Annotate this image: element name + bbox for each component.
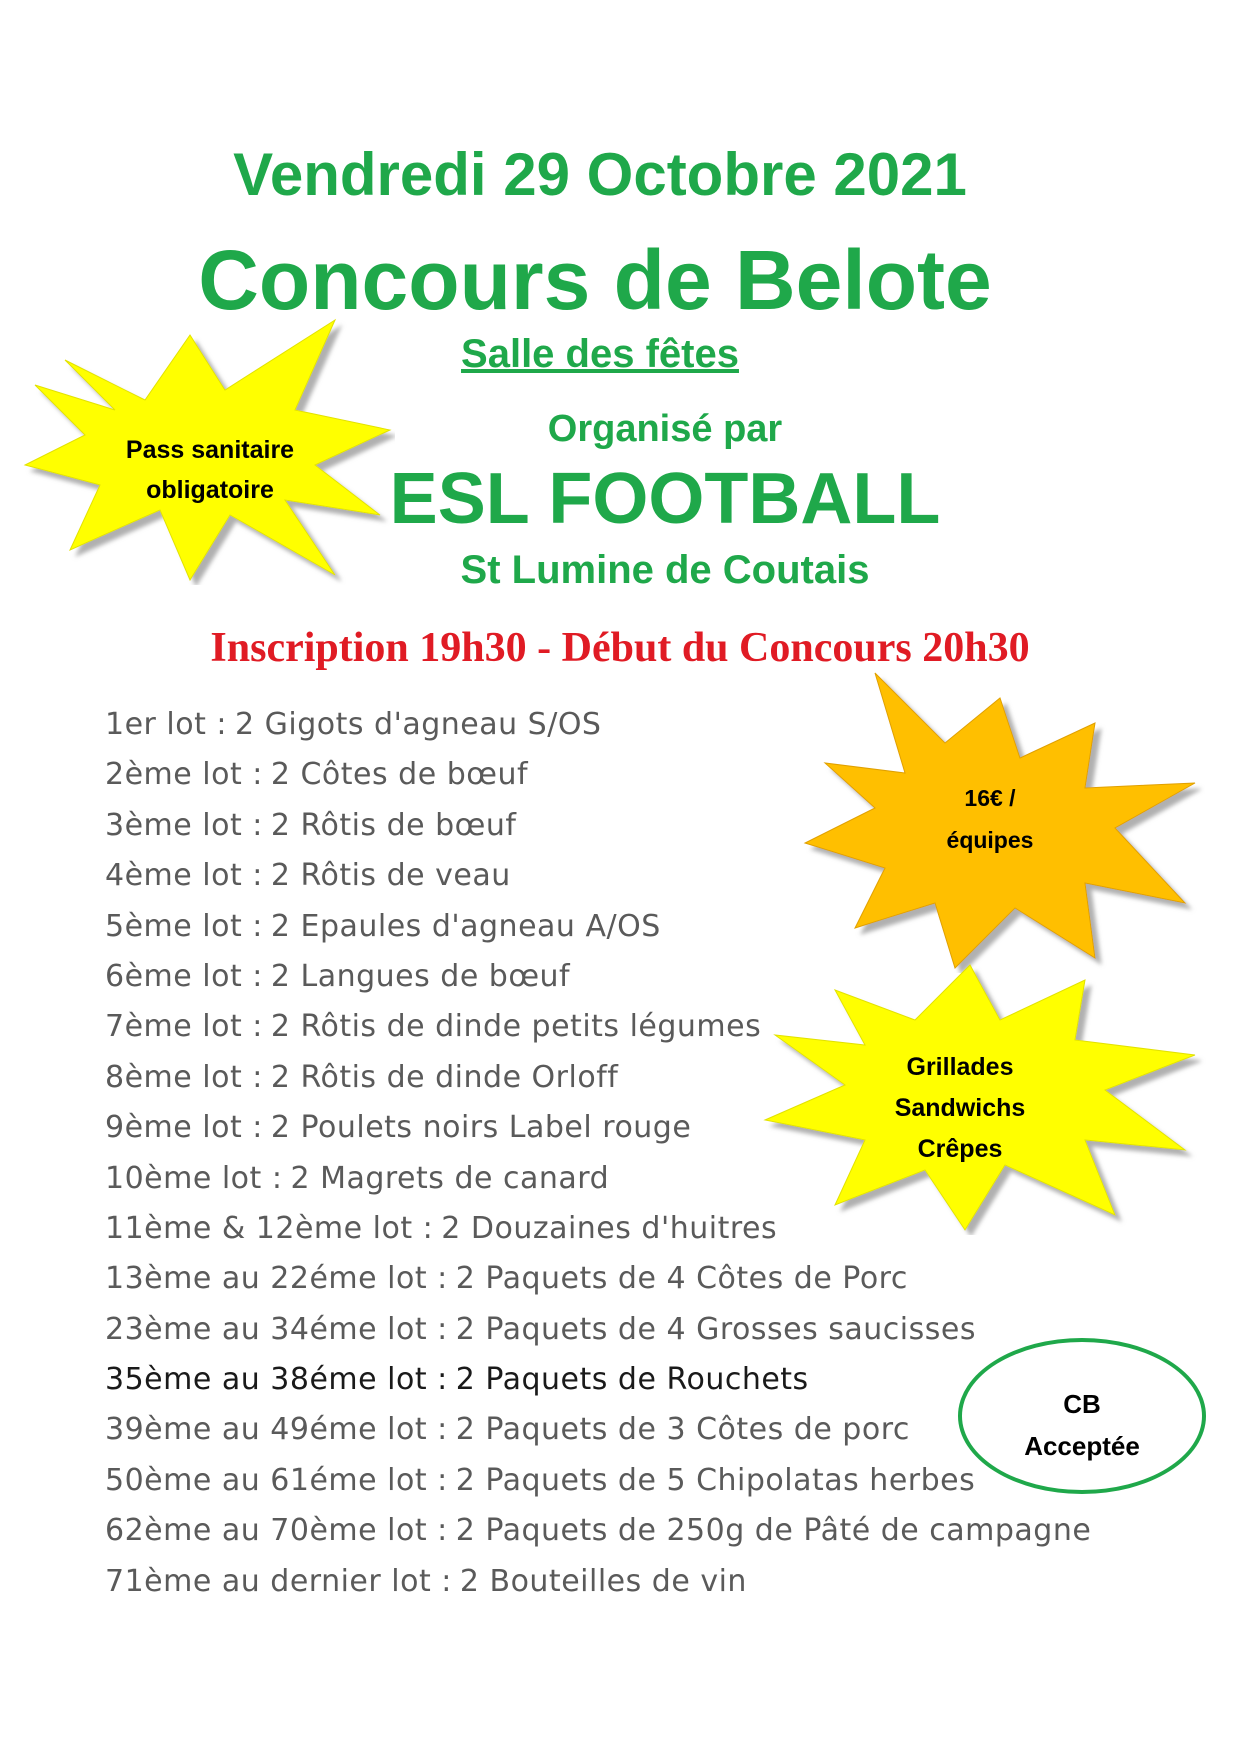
prize-rank: 23ème au 34éme lot :: [105, 1311, 448, 1347]
prize-rank: 13ème au 22éme lot :: [105, 1261, 448, 1297]
prize-item: [105, 700, 1091, 750]
prize-description: 2 Magrets de canard: [290, 1160, 610, 1196]
prize-description: 2 Paquets de 250g de Pâté de campagne: [455, 1513, 1092, 1549]
prize-item: [105, 902, 1091, 952]
prize-item: [105, 1405, 1091, 1455]
prize-description: 2 Langues de bœuf: [270, 958, 571, 994]
prize-rank: 39ème au 49éme lot :: [105, 1412, 448, 1448]
prize-rank: 3ème lot :: [105, 807, 263, 843]
prize-description: 2 Paquets de Rouchets: [455, 1362, 809, 1398]
prize-rank: 11ème & 12ème lot :: [105, 1210, 434, 1246]
prize-rank: 7ème lot :: [105, 1009, 263, 1045]
prize-description: 2 Paquets de 4 Côtes de Porc: [455, 1261, 908, 1297]
prize-item: [105, 1355, 1091, 1405]
prize-item: [105, 801, 1091, 851]
event-schedule: Inscription 19h30 - Début du Concours 20h30: [210, 625, 1030, 671]
prize-item: [105, 1053, 1091, 1103]
price-line-1: 16€ /: [964, 785, 1016, 811]
prize-rank: 71ème au dernier lot :: [105, 1563, 452, 1599]
card-line-2: Acceptée: [1024, 1431, 1140, 1461]
prize-rank: 2ème lot :: [105, 757, 263, 793]
prize-description: 2 Epaules d'agneau A/OS: [270, 908, 661, 944]
prize-description: 2 Bouteilles de vin: [459, 1563, 747, 1599]
prize-item: [105, 750, 1091, 800]
pass-sanitaire-badge: [90, 430, 330, 510]
prize-description: 2 Rôtis de dinde Orloff: [270, 1059, 619, 1095]
prize-description: 2 Paquets de 4 Grosses saucisses: [455, 1311, 976, 1347]
prize-item: [105, 1204, 1091, 1254]
event-date: Vendredi 29 Octobre 2021: [233, 141, 967, 208]
club-name: ESL FOOTBALL: [389, 459, 941, 539]
card-accepted-badge: [958, 1383, 1206, 1467]
prize-description: 2 Rôtis de veau: [270, 858, 511, 894]
prize-rank: 9ème lot :: [105, 1110, 263, 1146]
prize-rank: 5ème lot :: [105, 908, 263, 944]
event-venue: Salle des fêtes: [461, 332, 739, 376]
prize-item: [105, 1002, 1091, 1052]
event-title: Concours de Belote: [198, 233, 992, 327]
prize-item: [105, 1557, 1091, 1607]
prize-rank: 1er lot :: [105, 707, 228, 742]
prize-description: 2 Gigots d'agneau S/OS: [235, 707, 602, 742]
prize-description: 2 Côtes de bœuf: [270, 757, 529, 793]
food-line-3: Crêpes: [917, 1135, 1003, 1163]
food-line-2: Sandwichs: [894, 1094, 1026, 1122]
pass-line-1: Pass sanitaire: [125, 436, 295, 464]
prize-rank: 62ème au 70ème lot :: [105, 1513, 448, 1549]
prize-rank: 6ème lot :: [105, 958, 263, 994]
organizer-label: Organisé par: [547, 408, 783, 450]
prize-rank: 35ème au 38éme lot :: [105, 1362, 448, 1398]
club-town: St Lumine de Coutais: [460, 548, 870, 592]
prize-description: 2 Poulets noirs Label rouge: [270, 1110, 692, 1146]
card-line-1: CB: [1063, 1389, 1101, 1419]
prize-rank: 8ème lot :: [105, 1059, 263, 1095]
prize-item: [105, 1305, 1091, 1355]
price-line-2: équipes: [946, 827, 1034, 853]
pass-line-2: obligatoire: [146, 476, 274, 504]
prize-rank: 10ème lot :: [105, 1160, 283, 1196]
food-line-1: Grillades: [906, 1053, 1014, 1081]
prize-item: [105, 1456, 1091, 1506]
prize-description: 2 Paquets de 5 Chipolatas herbes: [455, 1462, 976, 1498]
prize-rank: 50ème au 61éme lot :: [105, 1462, 448, 1498]
prize-description: 2 Rôtis de bœuf: [270, 807, 517, 843]
prize-item: [105, 1506, 1091, 1556]
prize-description: 2 Paquets de 3 Côtes de porc: [455, 1412, 910, 1448]
prize-list: [105, 700, 1091, 1607]
prize-item: [105, 1254, 1091, 1304]
prize-item: [105, 1154, 1091, 1204]
prize-description: 2 Douzaines d'huitres: [441, 1210, 778, 1246]
prize-rank: 4ème lot :: [105, 858, 263, 894]
prize-item: [105, 851, 1091, 901]
prize-item: [105, 952, 1091, 1002]
prize-description: 2 Rôtis de dinde petits légumes: [270, 1009, 762, 1045]
prize-item: [105, 1103, 1091, 1153]
